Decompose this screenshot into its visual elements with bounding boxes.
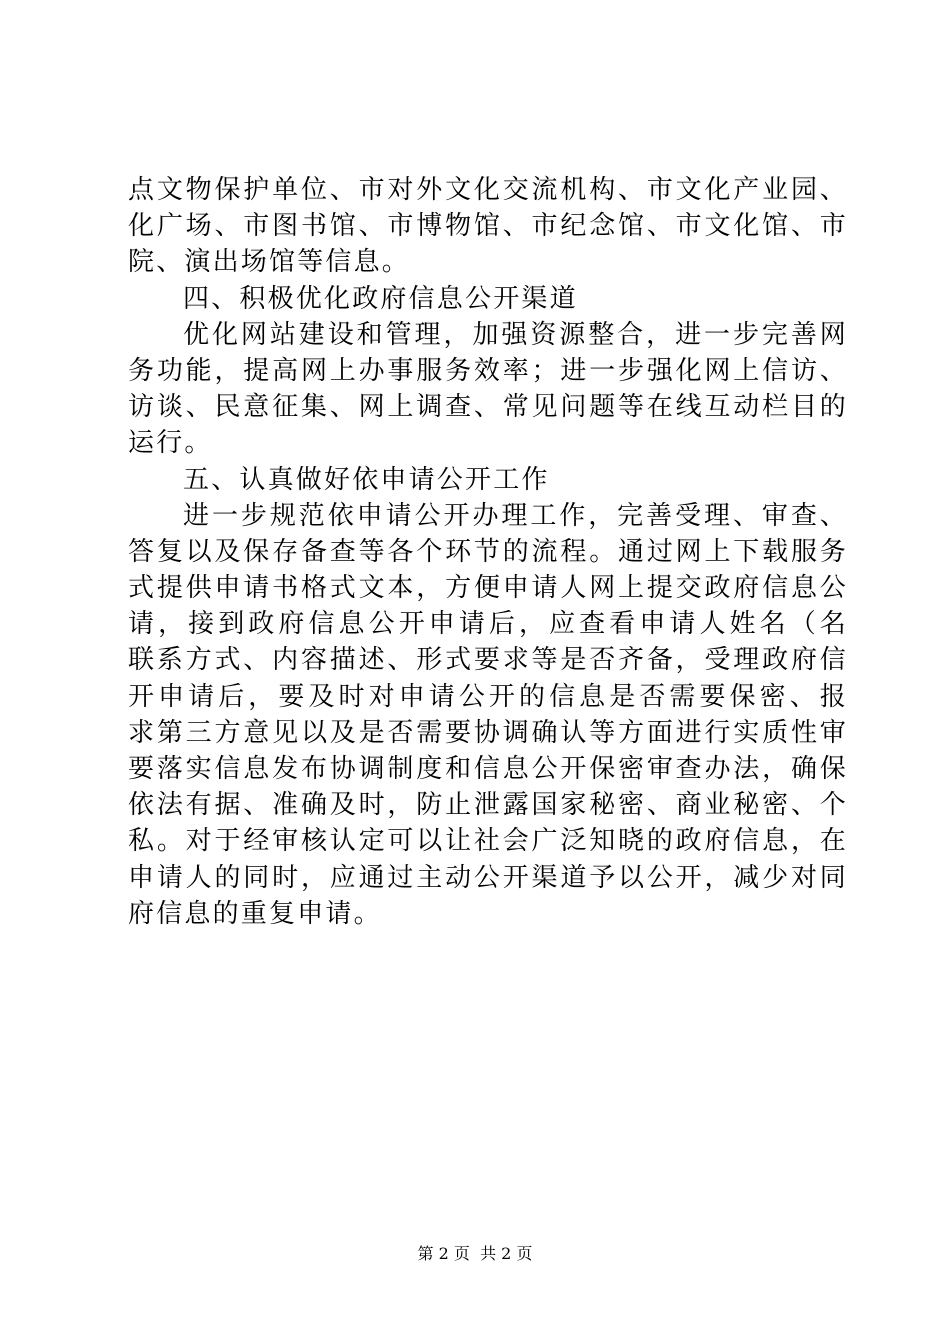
page-number-footer: 第 2 页 共 2 页 — [417, 1244, 533, 1263]
body-text-line: 依法有据、准确及时，防止泄露国家秘密、商业秘密、个 — [128, 790, 848, 821]
body-text-line: 府信息的重复申请。 — [128, 898, 382, 929]
body-text-line: 私。对于经审核认定可以让社会广泛知晓的政府信息，在 — [128, 826, 848, 857]
body-text-line: 求第三方意见以及是否需要协调确认等方面进行实质性审 — [128, 717, 848, 748]
body-text-line: 运行。 — [128, 428, 213, 459]
body-text-line: 点文物保护单位、市对外文化交流机构、市文化产业园、 — [128, 175, 848, 205]
body-text-line: 化广场、市图书馆、市博物馆、市纪念馆、市文化馆、市 — [128, 211, 848, 242]
body-text-line: 式提供申请书格式文本，方便申请人网上提交政府信息公 — [128, 573, 848, 604]
body-text-line: 答复以及保存备查等各个环节的流程。通过网上下载服务 — [128, 536, 848, 567]
body-text-line: 联系方式、内容描述、形式要求等是否齐备，受理政府信 — [128, 645, 848, 676]
body-text-line: 优化网站建设和管理，加强资源整合，进一步完善网 — [183, 319, 848, 350]
body-text-line: 院、演出场馆等信息。 — [128, 247, 411, 278]
body-text-line: 要落实信息发布协调制度和信息公开保密审查办法，确保 — [128, 754, 848, 784]
body-text-line: 进一步规范依申请公开办理工作，完善受理、审查、 — [183, 500, 848, 531]
body-text-line: 务功能，提高网上办事服务效率；进一步强化网上信访、 — [128, 355, 848, 386]
section-heading: 五、认真做好依申请公开工作 — [183, 464, 550, 495]
body-text-line: 申请人的同时，应通过主动公开渠道予以公开，减少对同 — [128, 862, 848, 893]
section-heading: 四、积极优化政府信息公开渠道 — [183, 283, 578, 314]
body-text-line: 开申请后，要及时对申请公开的信息是否需要保密、报 — [128, 681, 848, 712]
body-text-line: 访谈、民意征集、网上调查、常见问题等在线互动栏目的 — [128, 392, 848, 423]
body-text-line: 请，接到政府信息公开申请后，应查看申请人姓名（名 — [128, 609, 848, 640]
document-body — [128, 172, 848, 932]
